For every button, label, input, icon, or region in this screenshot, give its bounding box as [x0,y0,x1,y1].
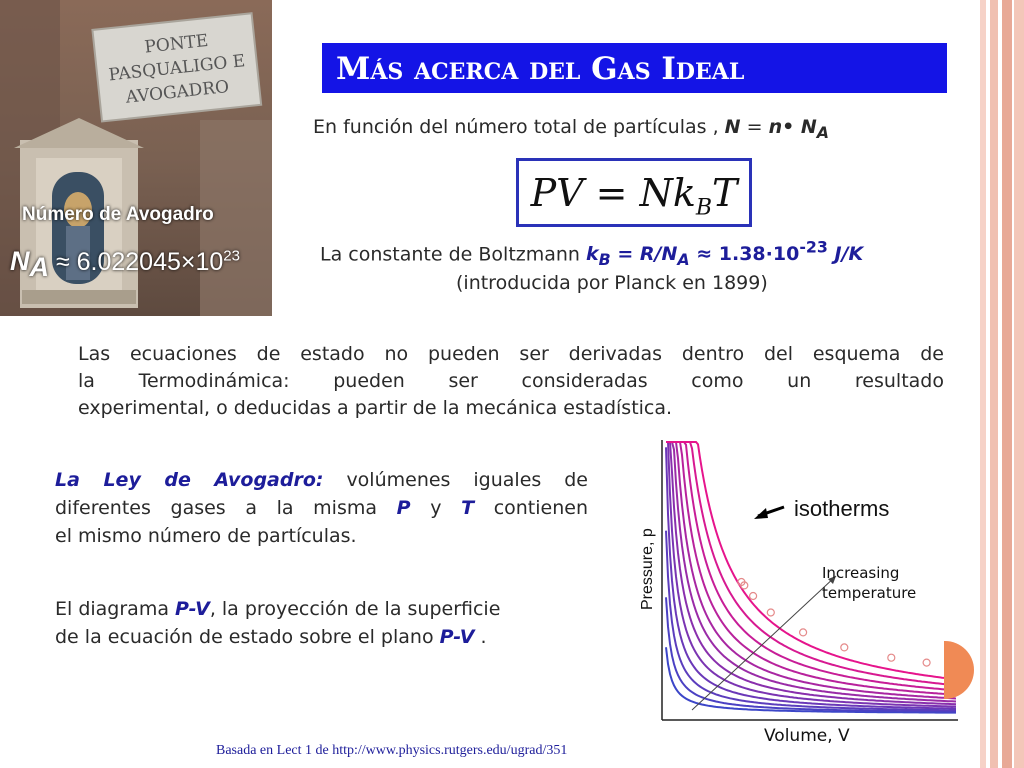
data-circle [923,659,930,666]
decorative-stripes [980,0,1024,768]
pv-diagram-paragraph: El diagrama P-V, la proyección de la superficie de la ecuación de estado sobre el plano P-V . [55,598,501,648]
temperature-label: temperature [822,584,917,602]
data-circle [888,654,895,661]
planck-note: (introducida por Planck en 1899) [456,272,768,294]
data-circle [800,629,807,636]
slide-title: Más acerca del Gas Ideal [322,43,947,93]
ideal-gas-formula: PV = $Nk_BT$ [516,158,752,227]
sign-line-1: PONTE [143,30,210,58]
boltzmann-constant-line: La constante de Boltzmann $k_B = R/N_A \approx 1.38\cdot 10^{-23}$ J/K [320,238,864,270]
isotherm-curve [666,442,956,679]
avogadro-number: $N_A \approx 6.022045\times 10^{23}$ [10,246,240,282]
isotherms-label: isotherms [794,496,890,521]
increasing-label: Increasing [822,564,900,582]
isotherm-curve [666,442,956,685]
isotherm-curve [666,442,956,690]
avogadro-law-paragraph: La Ley de Avogadro: volúmenes iguales de diferentes gases a la misma P y T contienen el mismo número de partículas. [55,469,588,547]
footer-source: Basada en Lect 1 de http://www.physics.rutgers.edu/ugrad/351 [216,743,568,758]
decorative-orange-tab [944,641,974,699]
data-circle [767,609,774,616]
equations-of-state-paragraph: Las ecuaciones de estado no pueden ser derivadas dentro del esquema de la Termodinámica: pueden ser consideradas como un resultado experimental, o deducidas a partir de la mecánica estadística. [78,343,944,419]
sign-line-3: AVOGADRO [124,77,230,108]
avogadro-caption: Número de Avogadro [22,204,214,225]
sign-line-2: PASQUALIGO E [107,51,247,86]
y-axis-label: Pressure, p [639,528,656,610]
pv-diagram [630,438,962,748]
x-axis-label: Volume, V [764,726,850,746]
data-circle [841,644,848,651]
particle-count-line: En función del número total de partículas , N = n• $N_A$ [313,116,830,142]
isotherms-pointer-head [754,508,768,519]
data-circle [750,593,757,600]
avogadro-photo [0,0,272,316]
